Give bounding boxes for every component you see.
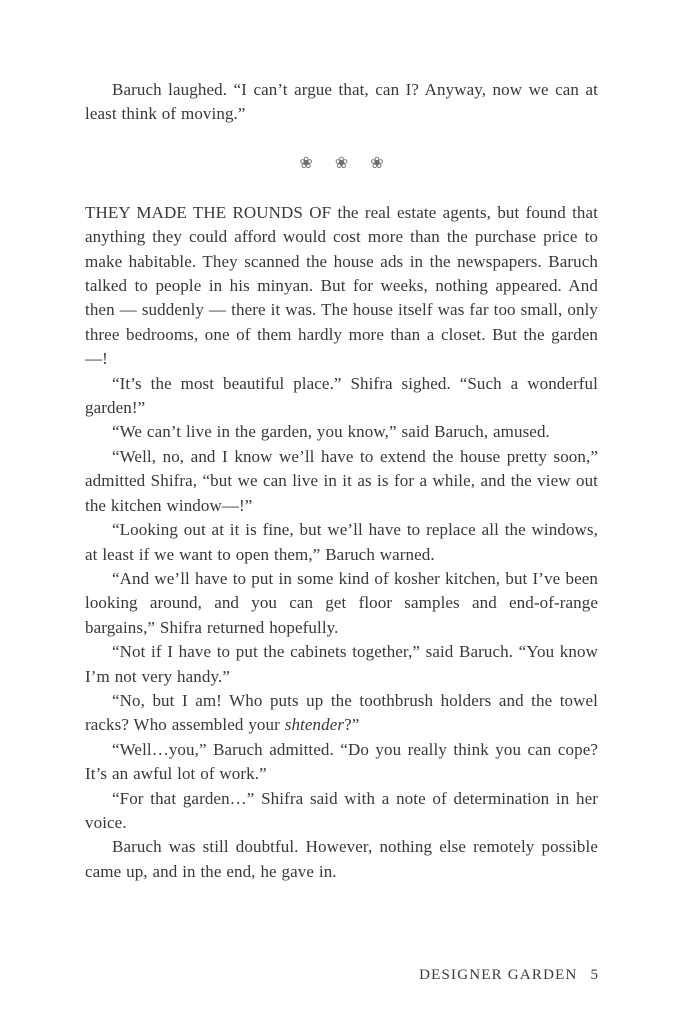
section-break-ornament [85,153,598,174]
paragraph: “For that garden…” Shifra said with a note of determination in her voice. [85,788,598,832]
page-footer [419,967,598,984]
running-title: DESIGNER GARDEN [419,967,578,983]
paragraph: “No, but I am! Who puts up the toothbrush holders and the towel racks? Who assembled your shtender?” [85,690,598,735]
paragraph: “Not if I have to put the cabinets together,” said Baruch. “You know I’m not very handy.” [85,642,598,686]
paragraph: “Looking out at it is fine, but we’ll have to replace all the windows, at least if we want to open them,” Baruch warned. [85,520,598,564]
florette-icon: ❀ [370,152,384,172]
paragraph: “Well, no, and I know we’ll have to extend the house pretty soon,” admitted Shifra, “but we can live in it as is for a while, and the view out the kitchen window—!” [85,446,598,515]
paragraph: Baruch laughed. “I can’t argue that, can I? Anyway, now we can at least think of moving.” [85,80,598,124]
paragraph: “And we’ll have to put in some kind of kosher kitchen, but I’ve been looking around, and you can get floor samples and end-of-range bargains,” Shifra returned hopefully. [85,568,598,637]
florette-icon: ❀ [334,152,349,172]
paragraph: “It’s the most beautiful place.” Shifra sighed. “Such a wonderful garden!” [85,373,598,418]
paragraph: THEY MADE THE ROUNDS OF the real estate agents, but found that anything they could afford would cost more than the purchase price to make habitable. They scanned the house ads in the newspapers. Baruch talked to people in his minyan. But for weeks, nothing appeared. And then — suddenly — there it was. The house itself was far too small, only three bedrooms, one of them hardly more than a closet. But the garden—! [85,202,598,369]
body-text [85,78,598,884]
paragraph: “Well…you,” Baruch admitted. “Do you really think you can cope? It’s an awful lot of work.” [85,739,598,784]
paragraph: Baruch was still doubtful. However, nothing else remotely possible came up, and in the end, he gave in. [85,837,598,881]
paragraph: “We can’t live in the garden, you know,” said Baruch, amused. [112,422,550,442]
page-number: 5 [590,967,598,983]
florette-icon: ❀ [299,152,313,172]
